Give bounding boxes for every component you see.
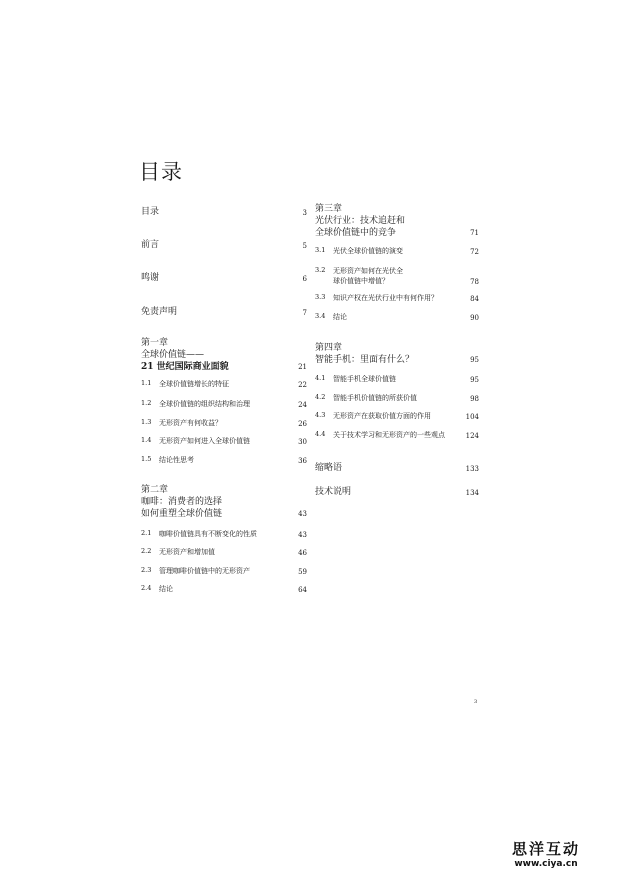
chapter-label: 第四章 bbox=[315, 343, 343, 353]
toc-section[interactable] bbox=[315, 266, 479, 286]
section-number: 4.4 bbox=[315, 430, 326, 438]
toc-section[interactable] bbox=[141, 529, 307, 539]
chapter-page: 43 bbox=[298, 510, 307, 518]
section-title: 智能手机全球价值链 bbox=[333, 375, 396, 383]
chapter-page: 71 bbox=[470, 229, 479, 237]
toc-section[interactable] bbox=[141, 379, 307, 389]
section-title: 关于技术学习和无形资产的一些观点 bbox=[333, 431, 445, 439]
section-title: 咖啡价值链具有不断变化的性质 bbox=[159, 530, 257, 538]
chapter-title-line: 如何重塑全球价值链 bbox=[141, 509, 223, 519]
chapter-label: 第一章 bbox=[141, 338, 169, 348]
toc-entry-title: 前言 bbox=[141, 240, 160, 250]
watermark-url: www.ciya.cn bbox=[514, 859, 578, 869]
toc-section[interactable] bbox=[141, 566, 307, 576]
chapter-page: 95 bbox=[470, 356, 479, 364]
toc-entry[interactable] bbox=[141, 270, 307, 283]
toc-entry-title: 缩略语 bbox=[315, 463, 343, 473]
section-title: 管理咖啡价值链中的无形资产 bbox=[159, 567, 250, 575]
toc-section[interactable] bbox=[315, 374, 479, 384]
toc-section[interactable] bbox=[315, 293, 479, 303]
toc-entry[interactable] bbox=[141, 237, 307, 250]
toc-section[interactable] bbox=[141, 436, 307, 446]
chapter-label: 第三章 bbox=[315, 204, 343, 214]
toc-entry-title: 鸣谢 bbox=[141, 273, 160, 283]
section-number: 2.3 bbox=[141, 566, 152, 574]
toc-entry-page: 134 bbox=[465, 489, 479, 497]
toc-entry-page: 6 bbox=[302, 275, 307, 283]
toc-section[interactable] bbox=[141, 399, 307, 409]
section-number: 4.1 bbox=[315, 374, 326, 382]
chapter-title-line: 光伏行业：技术追赶和 bbox=[315, 216, 406, 226]
toc-section[interactable] bbox=[141, 418, 307, 428]
toc-section[interactable] bbox=[315, 246, 479, 256]
toc-entry-page: 5 bbox=[302, 242, 307, 250]
section-number: 2.4 bbox=[141, 584, 152, 592]
toc-section[interactable] bbox=[141, 455, 307, 465]
section-number: 1.4 bbox=[141, 436, 152, 444]
toc-entry-title: 技术说明 bbox=[315, 487, 352, 497]
section-page: 98 bbox=[470, 395, 479, 403]
section-page: 30 bbox=[298, 438, 307, 446]
section-page: 64 bbox=[298, 586, 307, 594]
section-page: 36 bbox=[298, 457, 307, 465]
section-title: 全球价值链增长的特征 bbox=[159, 380, 229, 388]
watermark-logo bbox=[512, 838, 580, 869]
toc-section[interactable] bbox=[315, 411, 479, 421]
section-title-line: 无形资产如何在光伏全 bbox=[333, 267, 403, 275]
chapter-title-line: 智能手机：里面有什么？ bbox=[315, 355, 415, 365]
toc-entry-page: 133 bbox=[465, 465, 479, 473]
section-number: 1.3 bbox=[141, 418, 152, 426]
section-page: 43 bbox=[298, 531, 307, 539]
section-title: 无形资产有何收益？ bbox=[159, 419, 222, 427]
section-page: 104 bbox=[465, 413, 479, 421]
toc-section[interactable] bbox=[315, 312, 479, 322]
chapter-label: 第二章 bbox=[141, 485, 169, 495]
section-number: 1.2 bbox=[141, 399, 152, 407]
section-number: 1.1 bbox=[141, 379, 152, 387]
chapter-page: 21 bbox=[298, 363, 307, 371]
section-title: 全球价值链的组织结构和治理 bbox=[159, 400, 250, 408]
section-number: 4.2 bbox=[315, 393, 326, 401]
section-page: 24 bbox=[298, 401, 307, 409]
section-title: 结论性思考 bbox=[159, 456, 194, 464]
chapter-title-line: 21 世纪国际商业面貌 bbox=[141, 362, 229, 372]
section-title: 结论 bbox=[159, 585, 173, 593]
section-number: 4.3 bbox=[315, 411, 326, 419]
chapter-heading-4[interactable] bbox=[315, 342, 479, 366]
chapter-heading-2[interactable] bbox=[141, 484, 307, 520]
section-title: 知识产权在光伏行业中有何作用？ bbox=[333, 294, 438, 302]
section-page: 124 bbox=[465, 432, 479, 440]
section-page: 46 bbox=[298, 549, 307, 557]
toc-entry-page: 7 bbox=[302, 309, 307, 317]
section-title: 智能手机价值链的所获价值 bbox=[333, 394, 417, 402]
toc-entry[interactable] bbox=[141, 304, 307, 317]
section-title: 无形资产在获取价值方面的作用 bbox=[333, 412, 431, 420]
section-number: 3.1 bbox=[315, 246, 326, 254]
toc-entry-title: 目录 bbox=[141, 207, 160, 217]
toc-entry-page: 3 bbox=[302, 209, 307, 217]
section-title: 无形资产和增加值 bbox=[159, 548, 215, 556]
chapter-title-line: 全球价值链—— bbox=[141, 350, 205, 360]
section-page: 22 bbox=[298, 381, 307, 389]
toc-entry[interactable] bbox=[315, 484, 479, 497]
section-title: 结论 bbox=[333, 313, 347, 321]
section-page: 72 bbox=[470, 248, 479, 256]
toc-section[interactable] bbox=[141, 584, 307, 594]
toc-entry[interactable] bbox=[315, 460, 479, 473]
toc-section[interactable] bbox=[315, 393, 479, 403]
section-page: 84 bbox=[470, 295, 479, 303]
section-number: 2.2 bbox=[141, 547, 152, 555]
section-page: 90 bbox=[470, 314, 479, 322]
toc-entry[interactable] bbox=[141, 204, 307, 217]
toc-entry-title: 免责声明 bbox=[141, 307, 178, 317]
chapter-heading-1[interactable] bbox=[141, 337, 307, 373]
section-page: 26 bbox=[298, 420, 307, 428]
section-number: 3.2 bbox=[315, 266, 326, 274]
page-title: 目录 bbox=[139, 160, 183, 184]
section-title: 无形资产如何进入全球价值链 bbox=[159, 437, 250, 445]
chapter-heading-3[interactable] bbox=[315, 203, 479, 239]
section-page: 78 bbox=[470, 278, 479, 286]
chapter-title-line: 咖啡：消费者的选择 bbox=[141, 497, 223, 507]
section-page: 59 bbox=[298, 568, 307, 576]
section-number: 1.5 bbox=[141, 455, 152, 463]
toc-section[interactable] bbox=[315, 430, 479, 440]
section-title: 光伏全球价值链的演变 bbox=[333, 247, 403, 255]
section-number: 2.1 bbox=[141, 529, 152, 537]
section-title-line: 球价值链中增值？ bbox=[333, 277, 389, 285]
section-number: 3.3 bbox=[315, 293, 326, 301]
section-page: 95 bbox=[470, 376, 479, 384]
toc-section[interactable] bbox=[141, 547, 307, 557]
section-number: 3.4 bbox=[315, 312, 326, 320]
page-number: 3 bbox=[474, 699, 478, 705]
chapter-title-line: 全球价值链中的竞争 bbox=[315, 228, 397, 238]
watermark-text: 思洋互动 bbox=[512, 840, 581, 858]
